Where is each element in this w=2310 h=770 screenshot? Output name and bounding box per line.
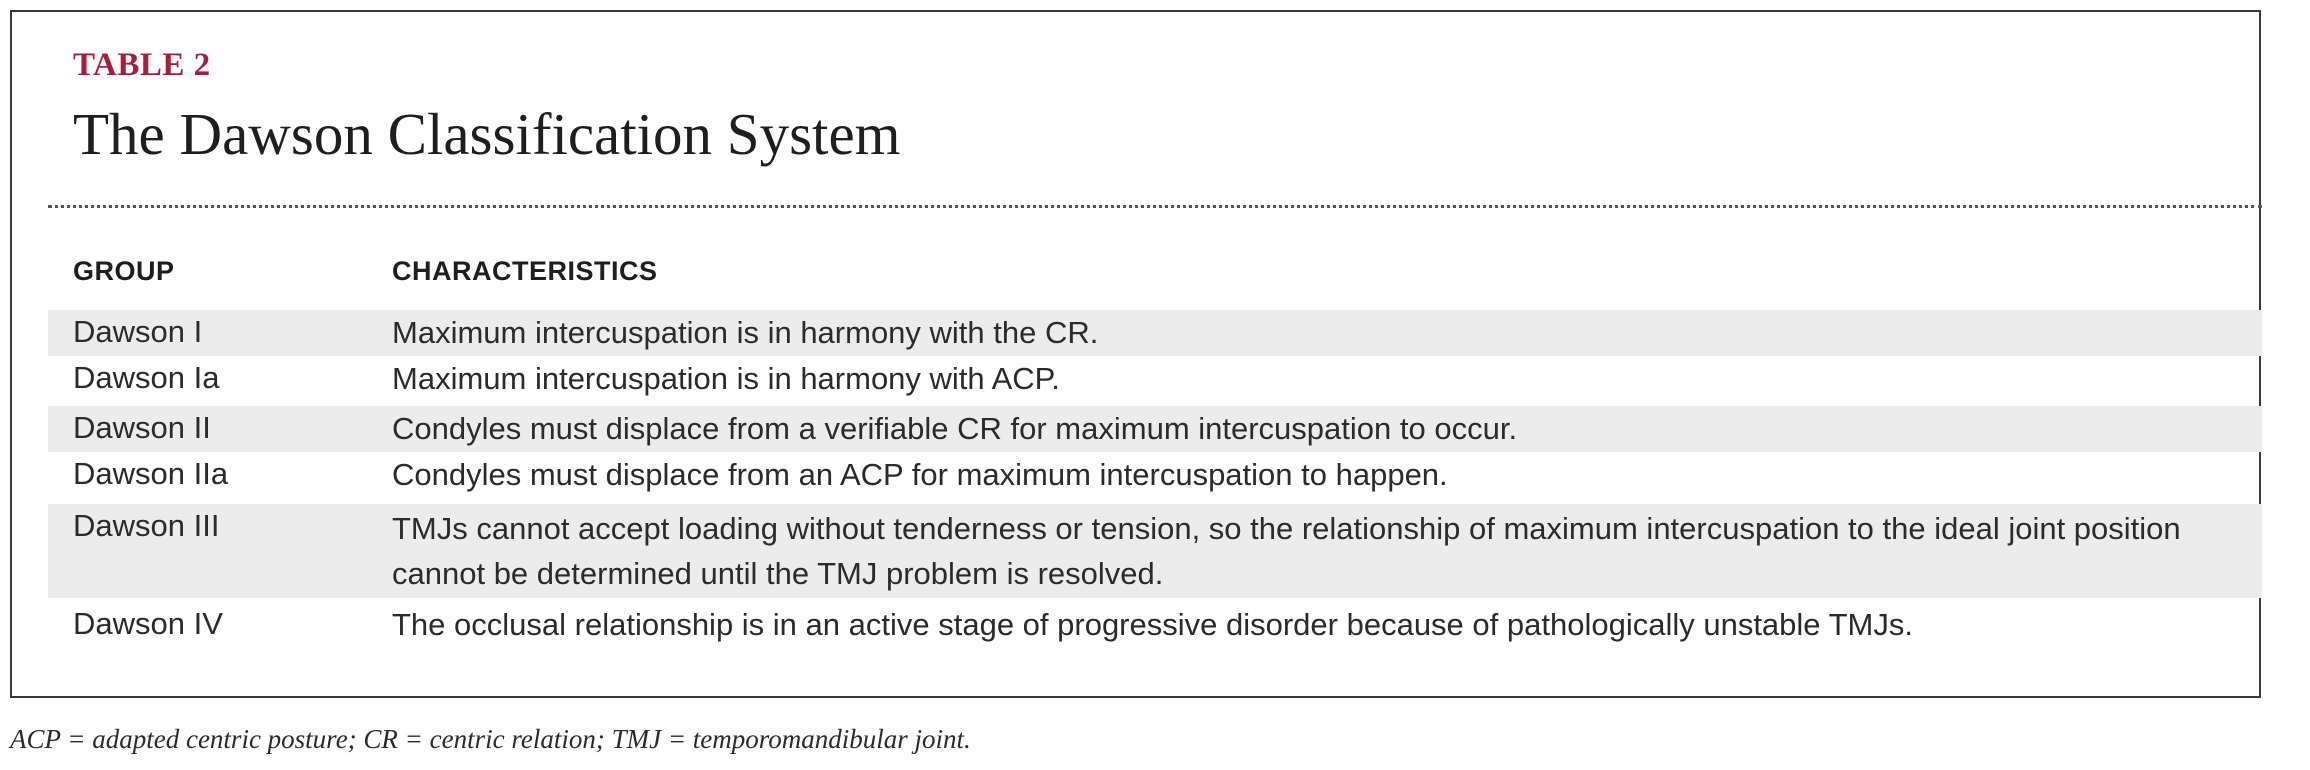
characteristics-cell: Maximum intercuspation is in harmony with the CR. — [392, 315, 1099, 350]
group-cell: Dawson II — [73, 410, 211, 445]
table-row — [48, 452, 2262, 504]
group-cell: Dawson IV — [73, 606, 223, 641]
column-header-group: GROUP — [73, 256, 175, 286]
table-number-label: TABLE 2 — [73, 47, 211, 83]
title-divider — [48, 205, 2262, 208]
characteristics-cell: The occlusal relationship is in an active stage of progressive disorder because of pathologically unstable TMJs. — [392, 607, 1913, 642]
table-row — [48, 406, 2262, 452]
characteristics-cell: Maximum intercuspation is in harmony with ACP. — [392, 361, 1060, 396]
table-title: The Dawson Classification System — [73, 101, 901, 167]
group-cell: Dawson Ia — [73, 360, 220, 395]
table-body — [48, 310, 2262, 652]
table-row — [48, 504, 2262, 598]
group-cell: Dawson I — [73, 314, 203, 349]
table-row — [48, 310, 2262, 356]
characteristics-cell: TMJs cannot accept loading without tenderness or tension, so the relationship of maximum intercuspation to the ideal joint position cannot be determined until the TMJ problem is resolved. — [392, 511, 2181, 591]
table-footnote: ACP = adapted centric posture; CR = centric relation; TMJ = temporomandibular joint. — [10, 724, 971, 754]
characteristics-cell: Condyles must displace from a verifiable CR for maximum intercuspation to occur. — [392, 411, 1518, 446]
characteristics-cell: Condyles must displace from an ACP for maximum intercuspation to happen. — [392, 457, 1448, 492]
table-row — [48, 356, 2262, 406]
group-cell: Dawson III — [73, 508, 220, 543]
table-row — [48, 598, 2262, 652]
group-cell: Dawson IIa — [73, 456, 229, 491]
column-header-characteristics: CHARACTERISTICS — [392, 256, 658, 286]
